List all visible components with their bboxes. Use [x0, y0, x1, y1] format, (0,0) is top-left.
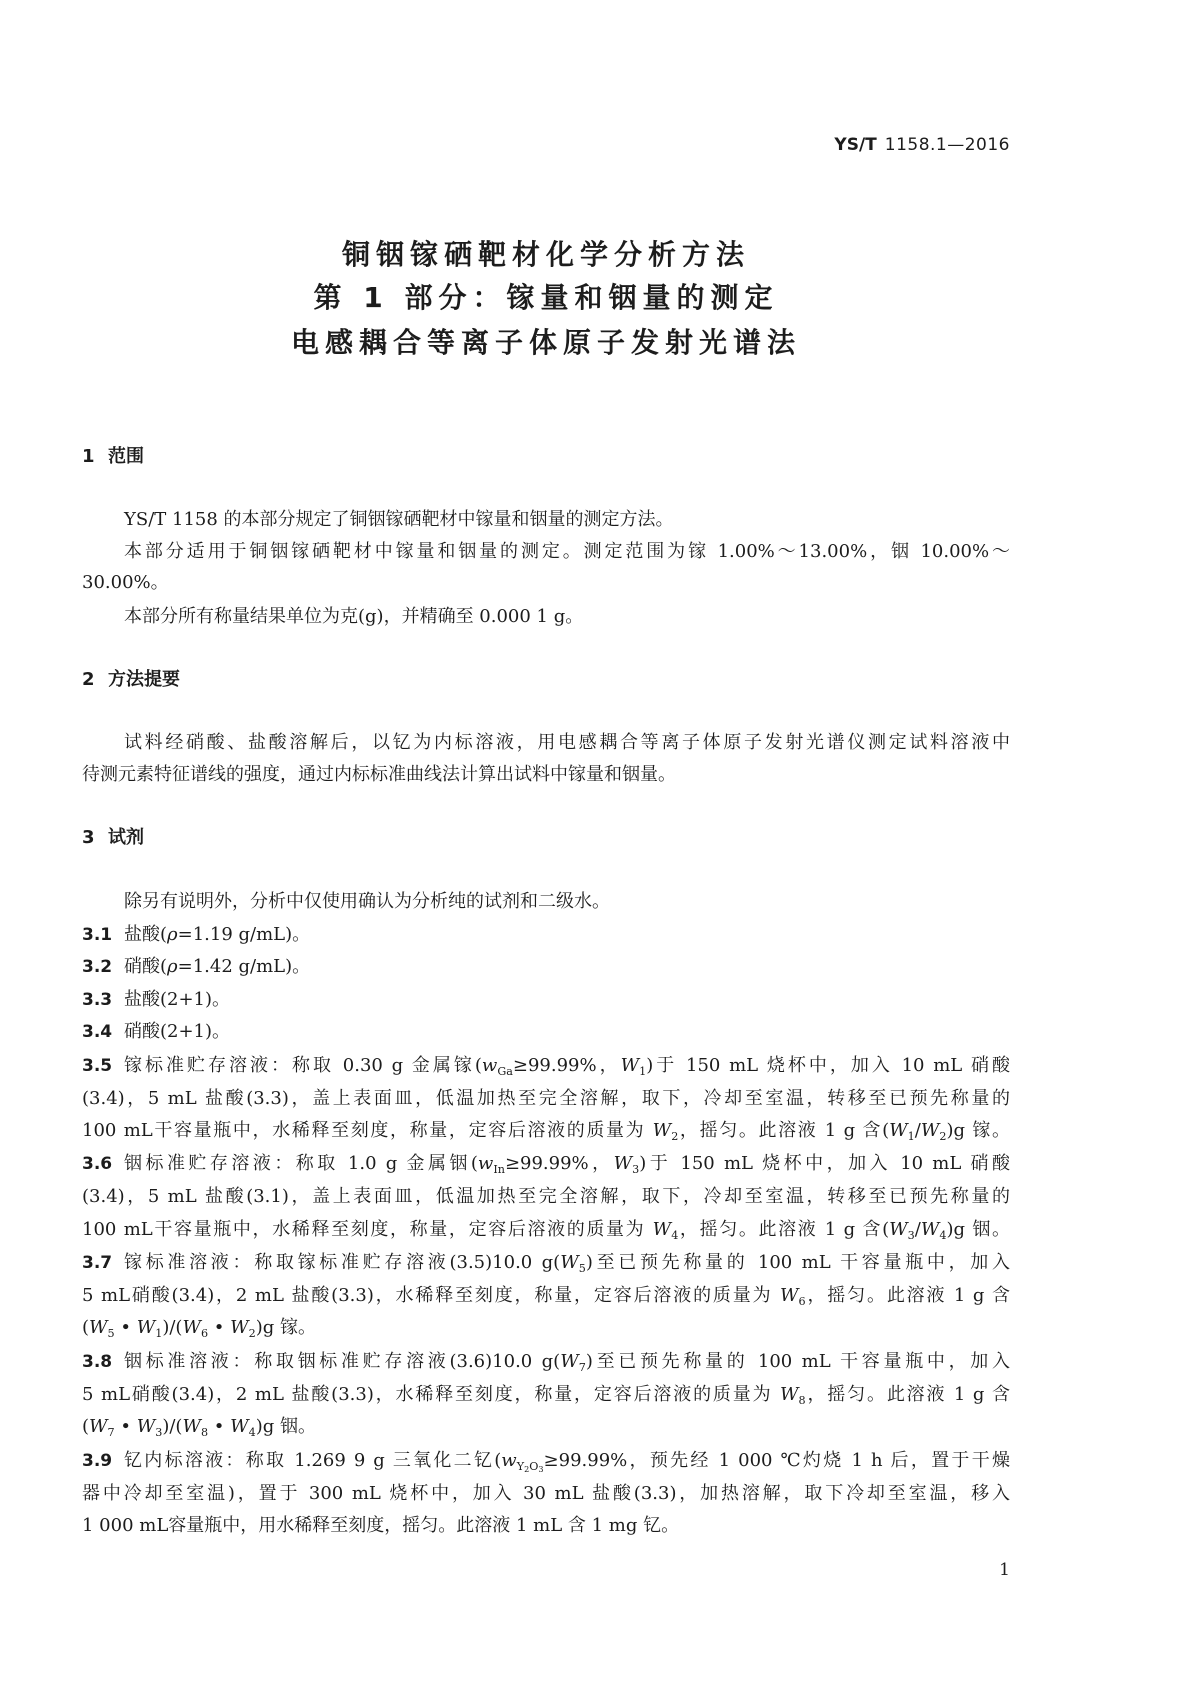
text-segment: ，摇匀。此溶液 1 g 含: [805, 1384, 1010, 1405]
item-number: 3.3: [82, 990, 113, 1010]
s1-line-3: 30.00%。: [82, 572, 169, 593]
subscript: 2: [939, 1129, 947, 1143]
text-segment: )g 镓。: [946, 1120, 1010, 1141]
text-segment: /: [914, 1120, 921, 1141]
s1-line-1: YS/T 1158 的本部分规定了铜铟镓硒靶材中镓量和铟量的测定方法。: [124, 509, 674, 530]
text-segment: 5 mL硝酸(3.4)，2 mL 盐酸(3.3)，水稀释至刻度，称量，定容后溶液的质量为: [82, 1384, 780, 1405]
text-segment: •: [114, 1416, 137, 1437]
text-segment: 铟标准溶液：称取铟标准贮存溶液(3.6)10.0 g(: [124, 1351, 561, 1372]
text-segment: )/(: [162, 1416, 183, 1437]
s1-line-4: 本部分所有称量结果单位为克(g)，并精确至 0.000 1 g。: [124, 606, 584, 627]
text-segment: ≥99.99%，预先经 1 000 ℃灼烧 1 h 后，置于干燥: [543, 1450, 1010, 1471]
subscript: 1: [907, 1129, 915, 1143]
variable-symbol: w: [481, 1055, 498, 1076]
subscript: Y: [516, 1459, 525, 1473]
item-number: 3.9: [82, 1451, 113, 1471]
variable-symbol: W: [920, 1219, 940, 1240]
item-number: 3.8: [82, 1352, 113, 1372]
subscript: 3: [155, 1425, 163, 1439]
text-segment: ≥99.99%，: [512, 1055, 621, 1076]
subscript: 7: [107, 1425, 115, 1439]
text-segment: )g 铟。: [946, 1219, 1010, 1240]
variable-symbol: w: [501, 1450, 517, 1471]
variable-symbol: W: [136, 1317, 156, 1338]
item-3-6-line-3: [82, 1217, 1010, 1243]
text-segment: 5 mL硝酸(3.4)，2 mL 盐酸(3.3)，水稀释至刻度，称量，定容后溶液的质量为: [82, 1285, 780, 1306]
text-segment: •: [114, 1317, 137, 1338]
section-number: 2: [82, 669, 95, 690]
section-title: 试剂: [108, 827, 144, 848]
section-1-heading: [82, 444, 482, 470]
variable-symbol: W: [136, 1416, 156, 1437]
item-3-2-line-1: [124, 954, 1010, 980]
text-segment: )/(: [162, 1317, 183, 1338]
variable-symbol: ρ: [167, 956, 178, 977]
text-segment: 铟标准贮存溶液：称取 1.0 g 金属铟(: [124, 1153, 478, 1174]
title-line-2: 第 1 部分：镓量和铟量的测定: [313, 281, 779, 314]
s2-line-1: 试料经硝酸、盐酸溶解后，以钇为内标溶液，用电感耦合等离子体原子发射光谱仪测定试料溶液中: [124, 732, 1010, 753]
text-segment: )至已预先称量的 100 mL 干容量瓶中，加入: [585, 1252, 1010, 1273]
variable-symbol: W: [182, 1317, 201, 1338]
item-number: 3.1: [82, 925, 113, 945]
subscript: 6: [798, 1294, 806, 1308]
text-segment: •: [208, 1416, 231, 1437]
variable-symbol: W: [920, 1120, 940, 1141]
item-3-9-line-2: 器中冷却至室温)，置于 300 mL 烧杯中，加入 30 mL 盐酸(3.3)，加热溶解，取下冷却至室温，移入: [82, 1483, 1010, 1504]
variable-symbol: W: [230, 1317, 249, 1338]
item-number: 3.2: [82, 957, 113, 977]
text-segment: 100 mL干容量瓶中，水稀释至刻度，称量，定容后溶液的质量为: [82, 1120, 653, 1141]
text-segment: •: [208, 1317, 231, 1338]
item-number: 3.5: [82, 1056, 113, 1076]
item-3-5-line-3: [82, 1118, 1010, 1144]
subscript: 8: [200, 1425, 209, 1439]
text-segment: =1.19 g/mL)。: [177, 924, 311, 945]
subscript: In: [493, 1162, 505, 1176]
item-3-9-line-1: [124, 1448, 1010, 1474]
text-segment: ≥99.99%，: [504, 1153, 614, 1174]
text-segment: 硝酸(: [124, 956, 168, 977]
text-segment: 钇内标溶液：称取 1.269 9 g 三氧化二钇(: [124, 1450, 502, 1471]
item-3-3-line-1: 盐酸(2+1)。: [124, 989, 231, 1010]
title-line-3: 电感耦合等离子体原子发射光谱法: [290, 326, 801, 359]
standard-code-number: 1158.1—2016: [884, 135, 1010, 155]
item-3-7-line-3: [82, 1315, 1010, 1341]
subscript: 3: [632, 1162, 640, 1176]
subscript: 4: [248, 1425, 256, 1439]
section-3-heading: [82, 825, 482, 851]
text-segment: ，摇匀。此溶液 1 g 含(: [678, 1120, 890, 1141]
subscript: O: [529, 1459, 539, 1473]
variable-symbol: W: [889, 1120, 908, 1141]
text-segment: 镓标准溶液：称取镓标准贮存溶液(3.5)10.0 g(: [124, 1252, 561, 1273]
variable-symbol: ρ: [167, 924, 178, 945]
variable-symbol: W: [89, 1416, 108, 1437]
item-3-5-line-2: (3.4)，5 mL 盐酸(3.3)，盖上表面皿，低温加热至完全溶解，取下，冷却至室温，转移至已预先称量的: [82, 1088, 1010, 1109]
standard-code-prefix: YS/T: [834, 135, 877, 155]
s3-intro: 除另有说明外，分析中仅使用确认为分析纯的试剂和二级水。: [124, 891, 610, 912]
subscript: 8: [798, 1393, 806, 1407]
item-3-7-line-2: [82, 1283, 1010, 1309]
subscript: 1: [155, 1326, 163, 1340]
text-segment: )g 铟。: [255, 1416, 317, 1437]
text-segment: ，摇匀。此溶液 1 g 含: [805, 1285, 1010, 1306]
page-number: 1: [999, 1560, 1010, 1580]
item-number: 3.7: [82, 1253, 113, 1273]
item-3-8-line-3: [82, 1414, 1010, 1440]
section-title: 范围: [108, 446, 144, 467]
variable-symbol: W: [560, 1351, 579, 1372]
variable-symbol: W: [652, 1120, 672, 1141]
item-3-6-line-2: (3.4)，5 mL 盐酸(3.1)，盖上表面皿，低温加热至完全溶解，取下，冷却至室温，转移至已预先称量的: [82, 1186, 1010, 1207]
text-segment: )于 150 mL 烧杯中，加入 10 mL 硝酸: [646, 1055, 1010, 1076]
variable-symbol: W: [560, 1252, 579, 1273]
title-line-1: 铜铟镓硒靶材化学分析方法: [341, 238, 750, 271]
variable-symbol: W: [182, 1416, 201, 1437]
subscript: 2: [671, 1129, 679, 1143]
item-3-6-line-1: [124, 1151, 1010, 1177]
item-3-5-line-1: [124, 1053, 1010, 1079]
subscript: 4: [671, 1228, 679, 1242]
variable-symbol: W: [230, 1416, 249, 1437]
item-3-4-line-1: 硝酸(2+1)。: [124, 1021, 231, 1042]
text-segment: (: [82, 1317, 90, 1338]
subscript: 3: [907, 1228, 915, 1242]
item-number: 3.4: [82, 1022, 113, 1042]
section-title: 方法提要: [108, 669, 180, 690]
section-number: 3: [82, 827, 95, 848]
text-segment: ，摇匀。此溶液 1 g 含(: [678, 1219, 890, 1240]
subscript-nested: 2: [524, 1464, 530, 1475]
standard-code: [700, 132, 1010, 158]
subscript-nested: 3: [538, 1464, 544, 1475]
subscript: 1: [639, 1064, 647, 1078]
s2-line-2: 待测元素特征谱线的强度，通过内标标准曲线法计算出试料中镓量和铟量。: [82, 764, 676, 785]
variable-symbol: W: [652, 1219, 672, 1240]
variable-symbol: w: [477, 1153, 494, 1174]
text-segment: =1.42 g/mL)。: [177, 956, 311, 977]
s1-line-2: 本部分适用于铜铟镓硒靶材中镓量和铟量的测定。测定范围为镓 1.00%～13.00%，铟 10.00%～: [124, 541, 1010, 562]
item-3-1-line-1: [124, 922, 1010, 948]
text-segment: 镓标准贮存溶液：称取 0.30 g 金属镓(: [124, 1055, 482, 1076]
text-segment: 100 mL干容量瓶中，水稀释至刻度，称量，定容后溶液的质量为: [82, 1219, 653, 1240]
variable-symbol: W: [780, 1285, 799, 1306]
section-2-heading: [82, 667, 482, 693]
variable-symbol: W: [889, 1219, 908, 1240]
subscript: 5: [578, 1261, 586, 1275]
item-3-9-line-3: 1 000 mL容量瓶中，用水稀释至刻度，摇匀。此溶液 1 mL 含 1 mg 钇。: [82, 1515, 680, 1536]
item-3-8-line-2: [82, 1382, 1010, 1408]
item-3-8-line-1: [124, 1349, 1010, 1375]
item-number: 3.6: [82, 1154, 113, 1174]
variable-symbol: W: [780, 1384, 799, 1405]
variable-symbol: W: [620, 1055, 640, 1076]
text-segment: (: [82, 1416, 90, 1437]
subscript: 6: [200, 1326, 209, 1340]
text-segment: )至已预先称量的 100 mL 干容量瓶中，加入: [585, 1351, 1010, 1372]
variable-symbol: W: [613, 1153, 633, 1174]
text-segment: 盐酸(: [124, 924, 168, 945]
subscript: 2: [248, 1326, 256, 1340]
subscript: Ga: [497, 1064, 513, 1078]
item-3-7-line-1: [124, 1250, 1010, 1276]
section-number: 1: [82, 446, 95, 467]
subscript: 7: [578, 1360, 586, 1374]
text-segment: )g 镓。: [255, 1317, 317, 1338]
variable-symbol: W: [89, 1317, 108, 1338]
text-segment: /: [914, 1219, 921, 1240]
subscript: 5: [107, 1326, 115, 1340]
subscript: 4: [939, 1228, 947, 1242]
text-segment: )于 150 mL 烧杯中，加入 10 mL 硝酸: [639, 1153, 1010, 1174]
